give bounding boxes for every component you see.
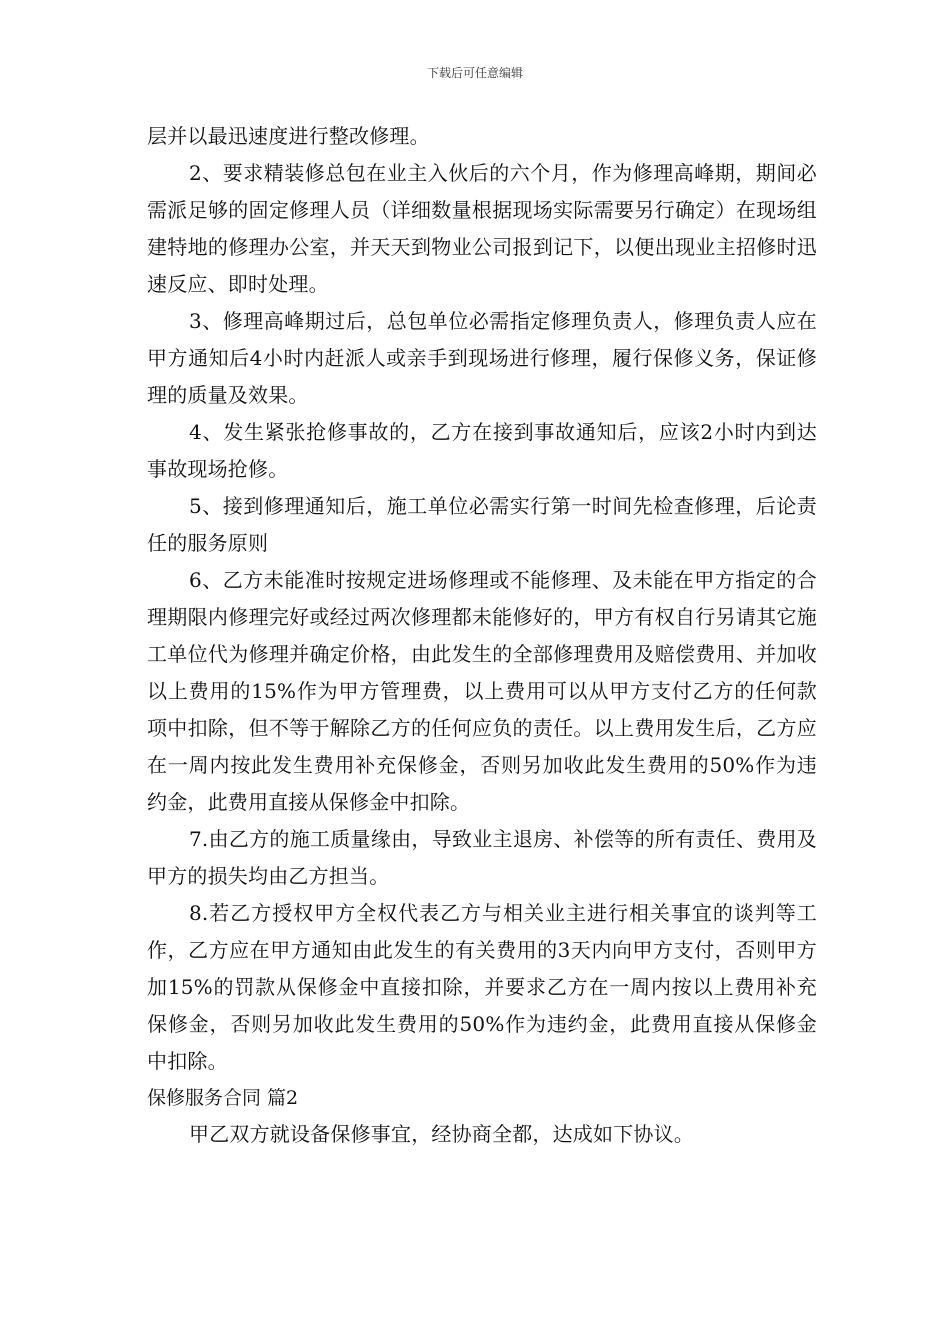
section-heading: 保修服务合同 篇2 bbox=[147, 1087, 299, 1109]
paragraph-item-3: 3、修理高峰期过后，总包单位必需指定修理负责人，修理负责人应在甲方通知后4小时内赶派人或亲手到现场进行修理，履行保修义务，保证修理的质量及效果。 bbox=[147, 309, 817, 407]
paragraph-item-8: 8.若乙方授权甲方全权代表乙方与相关业主进行相关事宜的谈判等工作，乙方应在甲方通知由此发生的有关费用的3天内向甲方支付，否则甲方加15%的罚款从保修金中直接扣除，并要求乙方在一周内按以上费用补充保修金，否则另加收此发生费用的50%作为违约金，此费用直接从保修金中扣除。 bbox=[147, 901, 817, 1073]
paragraph-item-5: 5、接到修理通知后，施工单位必需实行第一时间先检查修理，后论责任的服务原则 bbox=[147, 494, 817, 555]
document-body bbox=[147, 118, 817, 1153]
closing-paragraph: 甲乙双方就设备保修事宜，经协商全都，达成如下协议。 bbox=[189, 1122, 694, 1146]
page-header: 下载后可任意编辑 bbox=[426, 66, 523, 80]
paragraph-item-6: 6、乙方未能准时按规定进场修理或不能修理、及未能在甲方指定的合理期限内修理完好或经过两次修理都未能修好的，甲方有权自行另请其它施工单位代为修理并确定价格，由此发生的全部修理费用及赔偿费用、并加收以上费用的15%作为甲方管理费，以上费用可以从甲方支付乙方的任何款项中扣除，但不等于解除乙方的任何应负的责任。以上费用发生后，乙方应在一周内按此发生费用补充保修金，否则另加收此发生费用的50%作为违约金，此费用直接从保修金中扣除。 bbox=[147, 568, 817, 814]
paragraph-item-2: 2、要求精装修总包在业主入伙后的六个月，作为修理高峰期，期间必需派足够的固定修理人员（详细数量根据现场实际需要另行确定）在现场组建特地的修理办公室，并天天到物业公司报到记下，以便出现业主招修时迅速反应、即时处理。 bbox=[147, 161, 817, 296]
paragraph-continuation: 层并以最迅速度进行整改修理。 bbox=[147, 124, 430, 148]
paragraph-item-7: 7.由乙方的施工质量缘由，导致业主退房、补偿等的所有责任、费用及甲方的损失均由乙方担当。 bbox=[147, 827, 817, 888]
paragraph-item-4: 4、发生紧张抢修事故的，乙方在接到事故通知后，应该2小时内到达事故现场抢修。 bbox=[147, 420, 817, 481]
